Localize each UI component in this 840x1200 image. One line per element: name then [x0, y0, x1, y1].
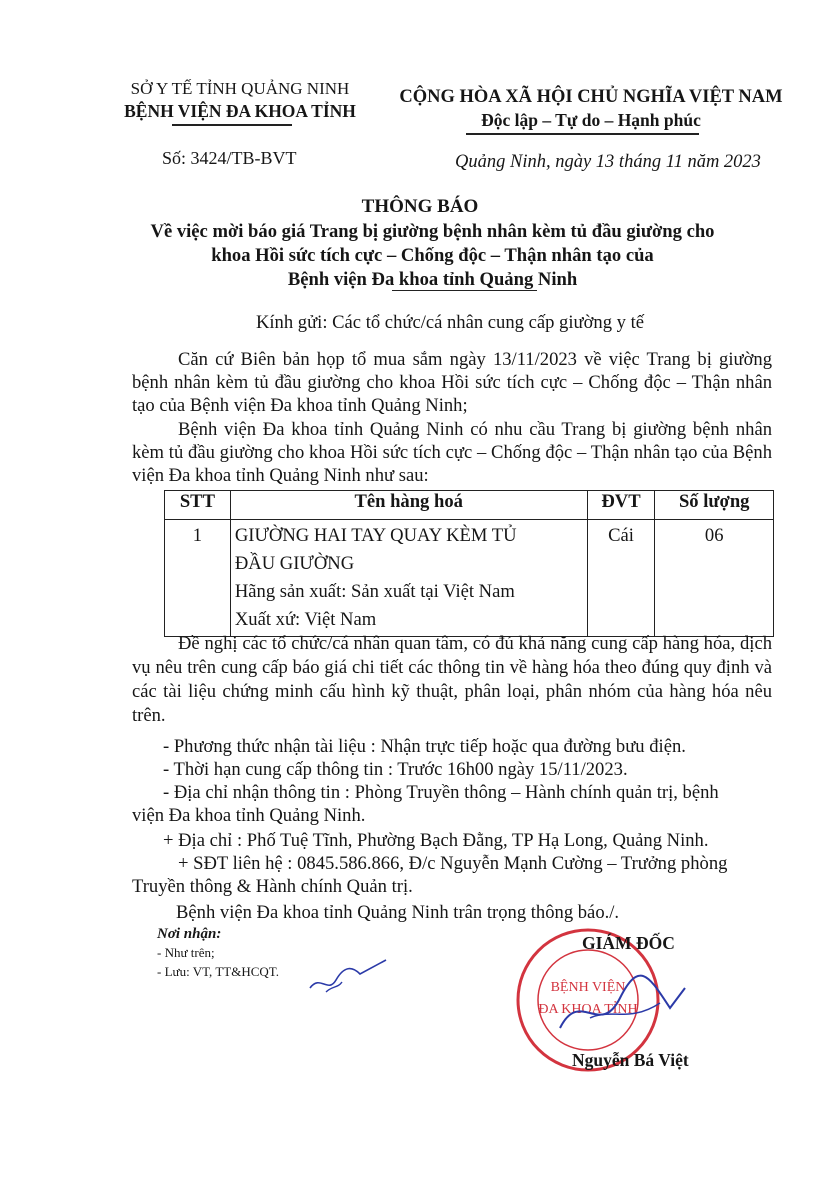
items-table — [164, 490, 774, 637]
header-stt: STT — [165, 491, 231, 520]
cell-stt: 1 — [165, 520, 231, 637]
document-subject — [100, 220, 765, 292]
document-title: THÔNG BÁO — [361, 196, 479, 217]
subject-line: Về việc mời báo giá Trang bị giường bệnh nhân kèm tủ đầu giường cho — [150, 221, 715, 242]
recipients-title: Nơi nhận: — [157, 926, 222, 942]
recipients-item: - Lưu: VT, TT&HCQT. — [157, 964, 279, 979]
national-header — [386, 86, 796, 132]
recipients-block — [157, 926, 279, 981]
item-origin: Xuất xứ: Việt Nam — [234, 609, 377, 630]
signer-title: GIÁM ĐỐC — [582, 933, 675, 953]
header-unit: ĐVT — [587, 491, 655, 520]
recipient-line: Kính gửi: Các tổ chức/cá nhân cung cấp giường y tế — [255, 312, 645, 333]
contact-address-line: - Địa chỉ nhận thông tin : Phòng Truyền thông – Hành chính quản trị, bệnh — [163, 782, 719, 803]
motto-underline — [466, 133, 699, 135]
initial-signature — [308, 958, 388, 998]
body-paragraph-1: Căn cứ Biên bản họp tổ mua sắm ngày 13/11/2023 về việc Trang bị giường bệnh nhân kèm tủ đầu giường cho khoa Hồi sức tích cực – Chống độc – Thận nhân tạo của Bệnh viện Đa khoa tỉnh Quảng Ninh; — [132, 349, 772, 416]
header-quantity: Số lượng — [655, 491, 774, 520]
cell-unit: Cái — [587, 520, 655, 637]
table-row — [165, 520, 774, 637]
hospital-name: BỆNH VIỆN ĐA KHOA TỈNH — [124, 101, 356, 121]
contact-phone-line: Truyền thông & Hành chính Quản trị. — [132, 876, 413, 897]
item-name-line: GIƯỜNG HAI TAY QUAY KÈM TỦ — [234, 525, 517, 546]
nation-name: CỘNG HÒA XÃ HỘI CHỦ NGHĨA VIỆT NAM — [399, 87, 783, 107]
table-header-row — [165, 491, 774, 520]
contact-phone-line: + SĐT liên hệ : 0845.586.866, Đ/c Nguyễn Mạnh Cường – Trưởng phòng — [178, 853, 728, 874]
body-paragraph-2: Bệnh viện Đa khoa tỉnh Quảng Ninh có nhu cầu Trang bị giường bệnh nhân kèm tủ đầu giường cho khoa Hồi sức tích cực – Chống độc – Thận nhân tạo của Bệnh viện Đa khoa tỉnh Quảng Ninh như sau: — [132, 419, 772, 486]
cell-quantity: 06 — [655, 520, 774, 637]
issuing-organization — [105, 78, 375, 122]
stamp-text-line: BỆNH VIỆN — [550, 980, 626, 995]
org-underline — [172, 124, 292, 126]
header-item-name: Tên hàng hoá — [230, 491, 587, 520]
document-number: Số: 3424/TB-BVT — [162, 148, 297, 168]
closing-line: Bệnh viện Đa khoa tỉnh Quảng Ninh trân trọng thông báo./. — [176, 902, 620, 923]
item-manufacturer: Hãng sản xuất: Sản xuất tại Việt Nam — [234, 581, 515, 602]
stamp-text-line: ĐA KHOA TỈNH — [538, 1002, 638, 1017]
submission-method: - Phương thức nhận tài liệu : Nhận trực tiếp hoặc qua đường bưu điện. — [163, 736, 686, 757]
document-date: Quảng Ninh, ngày 13 tháng 11 năm 2023 — [455, 152, 761, 172]
signer-name: Nguyễn Bá Việt — [572, 1050, 689, 1070]
national-motto: Độc lập – Tự do – Hạnh phúc — [481, 110, 701, 130]
director-signature — [550, 968, 690, 1048]
street-address: + Địa chỉ : Phố Tuệ Tĩnh, Phường Bạch Đằng, TP Hạ Long, Quảng Ninh. — [163, 830, 709, 851]
subject-underline — [392, 290, 537, 291]
subject-line: Bệnh viện Đa khoa tỉnh Quảng Ninh — [287, 269, 578, 290]
cell-item-name — [230, 520, 587, 637]
subject-line: khoa Hồi sức tích cực – Chống độc – Thận nhân tạo của — [211, 245, 654, 266]
item-name-line: ĐẦU GIƯỜNG — [234, 553, 355, 574]
recipients-item: - Như trên; — [157, 945, 215, 960]
contact-address-line: viện Đa khoa tỉnh Quảng Ninh. — [132, 805, 366, 826]
request-paragraph: Đề nghị các tổ chức/cá nhân quan tâm, có đủ khả năng cung cấp hàng hóa, dịch vụ nêu trên cung cấp báo giá chi tiết các thông tin về hàng hóa theo đúng quy định và các tài liệu chứng minh cấu hình kỹ thuật, phân loại, phân nhóm của hàng hóa nêu trên. — [132, 633, 772, 726]
department-name: SỞ Y TẾ TỈNH QUẢNG NINH — [130, 79, 350, 98]
submission-deadline: - Thời hạn cung cấp thông tin : Trước 16h00 ngày 15/11/2023. — [163, 759, 628, 780]
